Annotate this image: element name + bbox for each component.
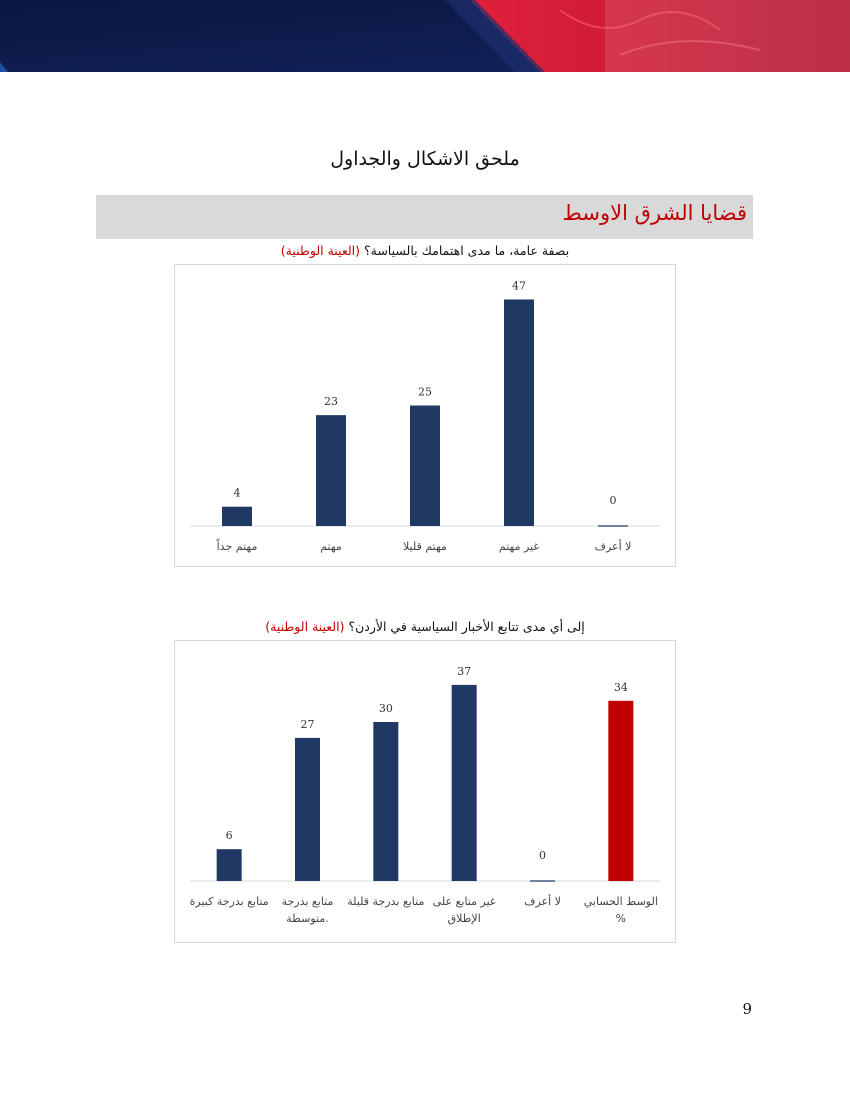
chart2-category-label: متوسطة. — [286, 912, 329, 925]
chart2-category-label: الإطلاق — [447, 912, 481, 925]
chart1-category-label: مهتم قليلا — [403, 540, 447, 553]
chart1-title — [175, 243, 675, 258]
chart2-svg — [175, 641, 675, 942]
chart2-category-label: متابع بدرجة قليلة — [347, 895, 425, 908]
chart2-area — [174, 640, 676, 943]
chart1-area — [174, 264, 676, 567]
chart1-bar — [410, 406, 440, 527]
chart2-data-label: 0 — [539, 849, 546, 862]
chart2-category-label: لا أعرف — [524, 895, 561, 908]
section-header-bar — [96, 195, 753, 239]
appendix-title: ملحق الاشكال والجداول — [330, 148, 520, 170]
chart1-svg — [175, 265, 675, 566]
chart2-data-label: 37 — [457, 664, 472, 678]
chart2-bar — [373, 722, 398, 881]
chart1-title-main: بصفة عامة، ما مدى اهتمامك بالسياسة؟ — [364, 243, 570, 258]
chart2-data-label: 30 — [378, 702, 393, 715]
chart2-data-label: 27 — [300, 717, 315, 731]
chart2-title — [175, 619, 675, 634]
chart2-data-label: 34 — [613, 680, 628, 694]
chart2-category-label: الوسط الحسابي — [583, 895, 658, 908]
chart1-data-label: 0 — [609, 494, 617, 507]
chart2-bar — [295, 738, 320, 881]
chart2-bar — [608, 701, 633, 881]
chart2-data-label: 6 — [225, 829, 233, 843]
chart1-title-accent: (العينة الوطنية) — [280, 243, 361, 258]
chart2-title-main: إلى أي مدى تتابع الأخبار السياسية في الأردن؟ — [348, 619, 585, 634]
chart1-bar — [316, 415, 346, 526]
chart2-title-accent: (العينة الوطنية) — [265, 619, 345, 634]
chart1-category-label: مهتم — [320, 540, 342, 553]
chart1-data-label: 23 — [324, 395, 338, 409]
chart2-category-label: % — [615, 912, 627, 925]
chart2-category-label: غير متابع على — [432, 895, 496, 908]
chart1-bar — [222, 507, 252, 526]
header-banner — [0, 0, 850, 72]
chart1-data-label: 4 — [233, 486, 241, 500]
chart1-bar — [504, 299, 534, 526]
chart1-category-label: غير مهتم — [498, 540, 540, 553]
page-number: 9 — [742, 1000, 752, 1018]
section-title: قضايا الشرق الاوسط — [562, 201, 747, 225]
chart2-category-label: متابع بدرجة — [281, 895, 334, 908]
chart2-bar — [217, 849, 242, 881]
chart1-category-label: لا أعرف — [594, 540, 632, 553]
chart1-data-label: 25 — [418, 385, 432, 399]
header-banner-graphic — [0, 0, 850, 72]
chart2-bar — [452, 685, 477, 881]
chart1-data-label: 47 — [512, 279, 526, 293]
chart1-category-label: مهتم جداً — [216, 540, 258, 553]
chart2-category-label: متابع بدرجة كبيرة — [189, 895, 269, 908]
